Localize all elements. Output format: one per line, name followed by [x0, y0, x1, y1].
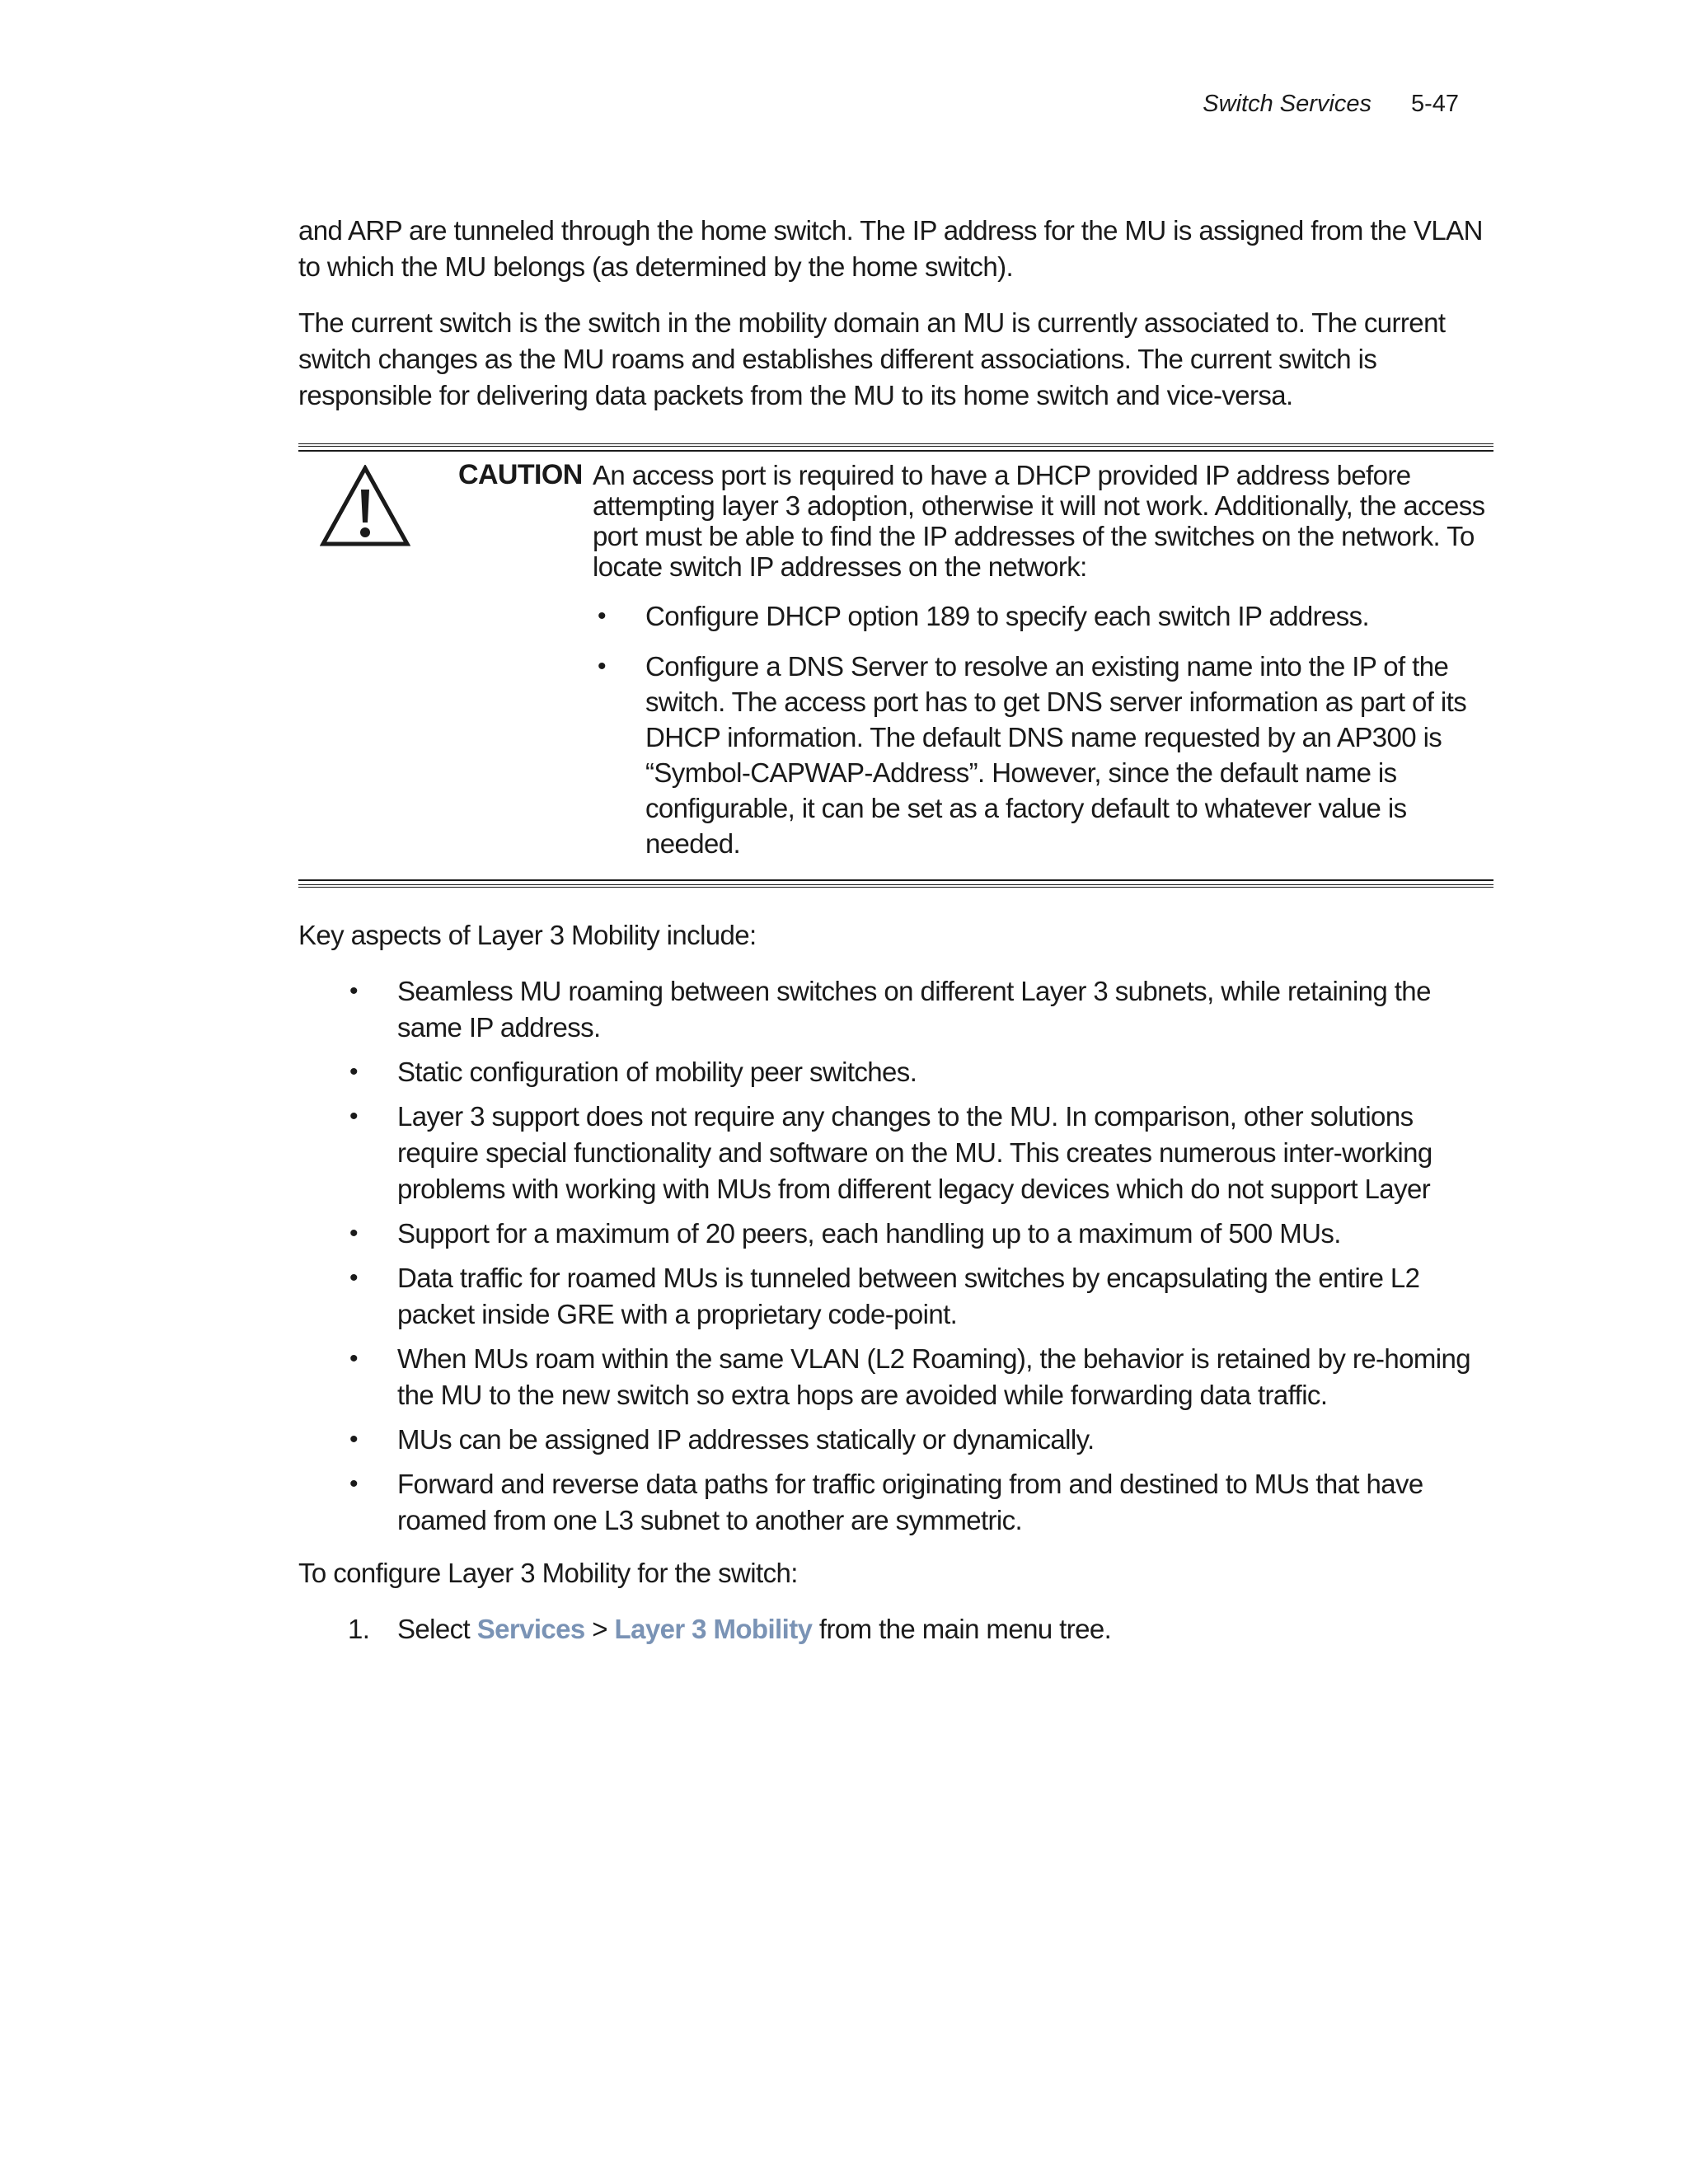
caution-text: An access port is required to have a DHCP provided IP address before attempting layer 3 adoption, otherwise it will not work. Additionally, the access port must be able to find the IP addresses of the switches on the network. To locate switch IP addresses on the network:	[593, 460, 1485, 582]
list-item-text: Static configuration of mobility peer switches.	[397, 1057, 917, 1087]
step-suffix: from the main menu tree.	[818, 1614, 1112, 1644]
caution-label: CAUTION	[458, 459, 583, 490]
list-item	[298, 1054, 1493, 1090]
bullet-icon: •	[349, 1058, 358, 1085]
bullet-icon: •	[349, 977, 358, 1005]
list-item	[593, 649, 1493, 861]
paragraph: The current switch is the switch in the mobility domain an MU is currently associated to. The current switch changes as the MU roams and establishes different associations. The current switch is responsible for delivering data packets from the MU to its home switch and vice-versa.	[298, 307, 1446, 410]
bullet-icon: •	[349, 1426, 358, 1453]
configure-intro: To configure Layer 3 Mobility for the switch:	[298, 1558, 798, 1588]
step-prefix: Select	[397, 1614, 471, 1644]
menu-separator: >	[592, 1614, 607, 1644]
list-item-text: MUs can be assigned IP addresses statically or dynamically.	[397, 1424, 1095, 1455]
list-item	[298, 1466, 1493, 1539]
list-item	[298, 1216, 1493, 1252]
bullet-icon: •	[349, 1264, 358, 1291]
list-item-text: Support for a maximum of 20 peers, each handling up to a maximum of 500 MUs.	[397, 1218, 1341, 1249]
list-item	[298, 1260, 1493, 1333]
list-item-text: When MUs roam within the same VLAN (L2 Roaming), the behavior is retained by re-homing the MU to the new switch so extra hops are avoided while forwarding data traffic.	[397, 1343, 1470, 1410]
list-item	[593, 598, 1493, 634]
step-number: 1.	[348, 1614, 370, 1644]
list-item-text: Seamless MU roaming between switches on different Layer 3 subnets, while retaining the same IP address.	[397, 976, 1431, 1043]
caution-list	[593, 598, 1493, 861]
bullet-icon: •	[349, 1470, 358, 1497]
page-number: 5-47	[1410, 91, 1459, 117]
paragraph: and ARP are tunneled through the home switch. The IP address for the MU is assigned from the VLAN to which the MU belongs (as determined by the home switch).	[298, 215, 1483, 282]
list-item	[298, 1341, 1493, 1413]
list-item	[298, 973, 1493, 1046]
aspects-list	[298, 973, 1493, 1539]
services-menu-link[interactable]: Services	[476, 1614, 585, 1644]
bullet-icon: •	[598, 653, 606, 680]
list-item-text: Forward and reverse data paths for traffic originating from and destined to MUs that have roamed from one L3 subnet to another are symmetric.	[397, 1469, 1423, 1535]
caution-body	[593, 455, 1493, 861]
list-item-text: Layer 3 support does not require any changes to the MU. In comparison, other solutions require special functionality and software on the MU. This creates numerous inter-working problems with working with MUs from different legacy devices which do not support Layer	[397, 1101, 1432, 1204]
aspects-intro: Key aspects of Layer 3 Mobility include:	[298, 920, 757, 950]
page-header	[1203, 91, 1459, 118]
step-1	[298, 1611, 1493, 1647]
list-item-text: Configure DHCP option 189 to specify each switch IP address.	[645, 601, 1370, 631]
bullet-icon: •	[349, 1103, 358, 1130]
list-item-text: Configure a DNS Server to resolve an existing name into the IP of the switch. The access port has to get DNS server information as part of its DHCP information. The default DNS name requested by an AP300 is “Symbol-CAPWAP-Address”. However, since the default name is configurable, it can be set as a factory default to whatever value is needed.	[645, 651, 1467, 859]
bullet-icon: •	[349, 1345, 358, 1372]
bullet-icon: •	[598, 602, 606, 630]
section-title: Switch Services	[1203, 91, 1372, 117]
list-item	[298, 1099, 1493, 1207]
warning-triangle-icon	[320, 465, 410, 547]
list-item-text: Data traffic for roamed MUs is tunneled between switches by encapsulating the entire L2 packet inside GRE with a proprietary code-point.	[397, 1263, 1420, 1329]
bullet-icon: •	[349, 1220, 358, 1247]
layer3-mobility-menu-link[interactable]: Layer 3 Mobility	[614, 1614, 813, 1644]
page-content	[298, 213, 1493, 1647]
caution-box	[298, 443, 1493, 888]
list-item	[298, 1422, 1493, 1458]
